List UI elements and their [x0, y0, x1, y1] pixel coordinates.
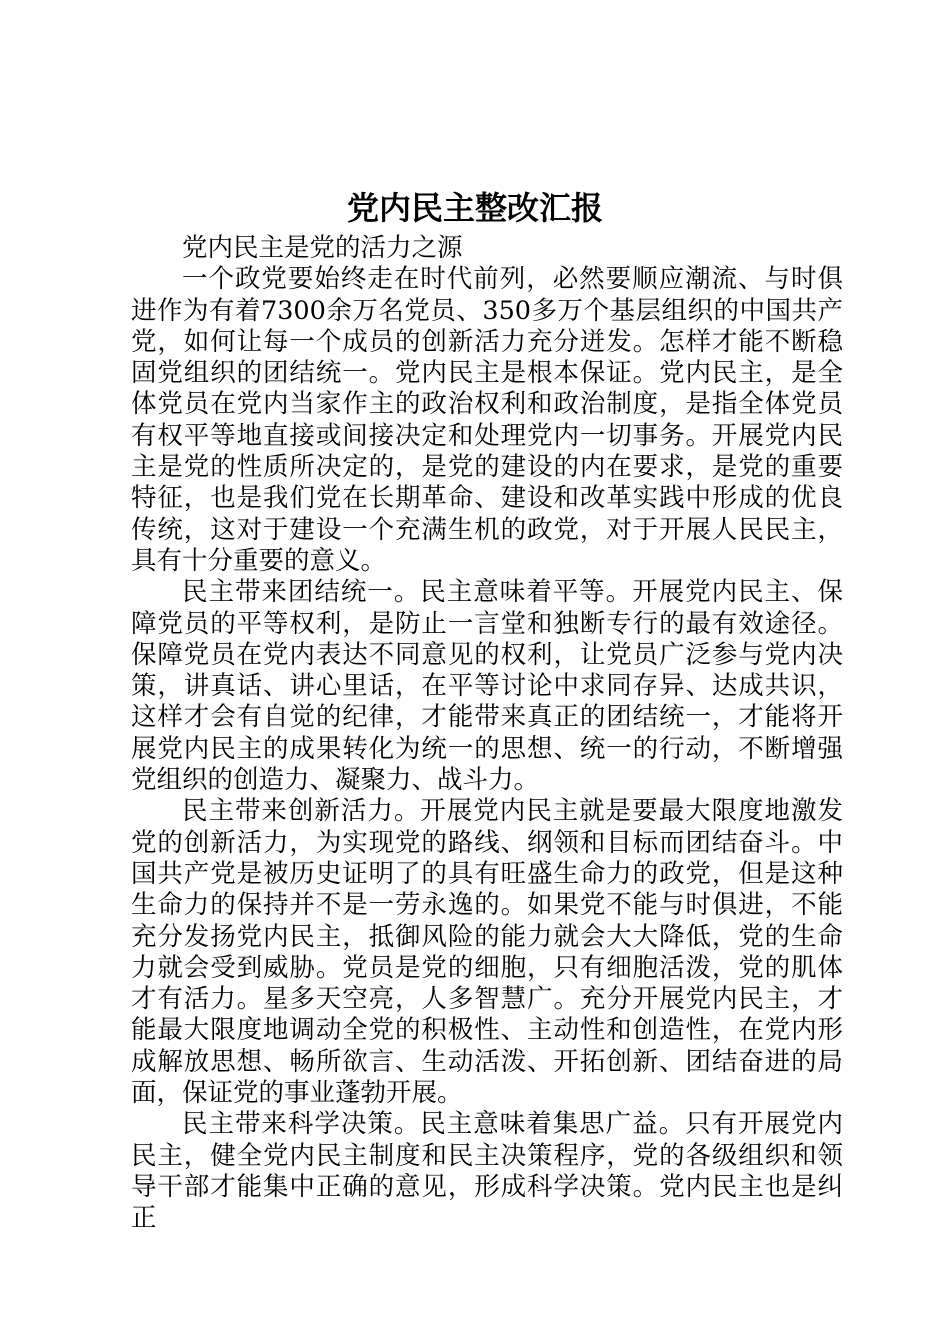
- document-title: 党内民主整改汇报: [346, 189, 603, 227]
- paragraph-innovation: 民主带来创新活力。开展党内民主就是要最大限度地激发党的创新活力，为实现党的路线、纲领和目标而团结奋斗。中国共产党是被历史证明了的具有旺盛生命力的政党，但是这种生命力的保持并不是一劳永逸的。如果党不能与时俱进，不能充分发扬党内民主，抵御风险的能力就会大大降低，党的生命力就会受到威胁。党员是党的细胞，只有细胞活泼，党的肌体才有活力。星多天空亮，人多智慧广。充分开展党内民主，才能最大限度地调动全党的积极性、主动性和创造性，在党内形成解放思想、畅所欲言、生动活泼、开拓创新、团结奋进的局面，保证党的事业蓬勃开展。: [131, 796, 843, 1109]
- paragraph-intro: 一个政党要始终走在时代前列，必然要顺应潮流、与时俱进作为有着7300余万名党员、350多万个基层组织的中国共产党，如何让每一个成员的创新活力充分迸发。怎样才能不断稳固党组织的团结统一。党内民主是根本保证。党内民主，是全体党员在党内当家作主的政治权利和政治制度，是指全体党员有权平等地直接或间接决定和处理党内一切事务。开展党内民主是党的性质所决定的，是党的建设的内在要求，是党的重要特征，也是我们党在长期革命、建设和改革实践中形成的优良传统，这对于建设一个充满生机的政党，对于开展人民民主，具有十分重要的意义。: [131, 264, 843, 576]
- paragraph-decision: 民主带来科学决策。民主意味着集思广益。只有开展党内民主，健全党内民主制度和民主决策程序，党的各级组织和领导干部才能集中正确的意见，形成科学决策。党内民主也是纠正: [131, 1109, 843, 1234]
- paragraph-subtitle: 党内民主是党的活力之源: [182, 233, 463, 263]
- document-body: [131, 233, 843, 1235]
- paragraph-unity: 民主带来团结统一。民主意味着平等。开展党内民主、保障党员的平等权利，是防止一言堂和独断专行的最有效途径。保障党员在党内表达不同意见的权利，让党员广泛参与党内决策，讲真话、讲心里话，在平等讨论中求同存异、达成共识，这样才会有自觉的纪律，才能带来真正的团结统一，才能将开展党内民主的成果转化为统一的思想、统一的行动，不断增强党组织的创造力、凝聚力、战斗力。: [131, 577, 843, 796]
